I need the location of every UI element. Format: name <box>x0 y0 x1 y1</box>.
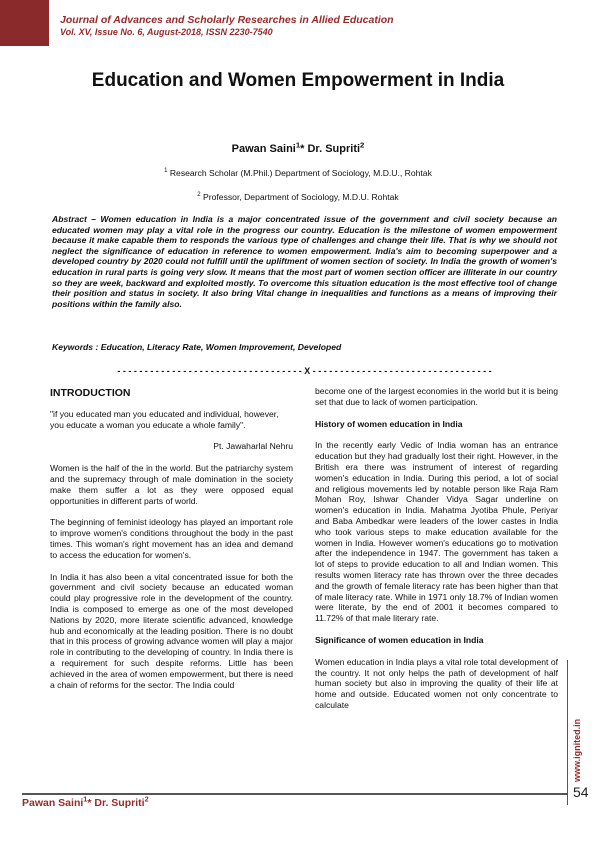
affiliation-2-sup: 2 <box>197 192 201 199</box>
footer-author-1-sup: 1 <box>83 794 88 804</box>
website-url[interactable]: www.ignited.in <box>572 718 582 782</box>
author-1-sup: 1 <box>295 140 301 150</box>
left-column <box>50 386 293 701</box>
significance-heading: Significance of women education in India <box>315 634 484 645</box>
author-1-name: Pawan Saini <box>231 143 296 155</box>
footer-author-line <box>22 794 149 809</box>
intro-paragraph-3: In India it has also been a vital concentrated issue for both the government and civil society because an educated woman could play progressive role in the development of the country. India is composed to emerge as one of the most developed Nations by 2020, more literate scientific advanced, knowledge hub and economically at the leading position. There is no doubt that in this process of growing advance women will play a major role in contributing to the developing of country. In India there is a requirement for such despite reforms. Little has been achieved in the area of women empowerment, but there is need a chain of reforms for the sector. The India could <box>50 571 293 690</box>
affiliation-1 <box>0 168 596 178</box>
significance-paragraph: Women education in India plays a vital role total development of the country. It not only helps the path of development of half human society but also in improving the quality of their life at home and outside. Educated women not only concentrate to calculate <box>315 656 558 710</box>
paper-title: Education and Women Empowerment in India <box>91 70 505 91</box>
affiliation-1-sup: 1 <box>164 168 168 175</box>
history-heading: History of women education in India <box>315 418 463 429</box>
intro-paragraph-1: Women is the half of the in the world. But the patriarchy system and the supremacy through of male domination in the society make them suffer a lot as they were opposed equal opportunities in different parts of world. <box>50 463 293 506</box>
history-paragraph: In the recently early Vedic of India woman has an entrance education but they had gradually lost their right. However, in the British era there was instrument of interest of regarding women's education in India. During this period, a lot of social and religious movements led by notable person like Raja Ram Mohan Roy, Ishwar Chander Vidya Sagar underline on women's education in India. Mahatma Jyotiba Phule, Periyar and Baba Ambedkar were leaders of the lower castes in India who took various steps to make education available for the women in India. However women's educations go to motivation after the independence in 1947. The government has taken a lot of steps to provide education to all and Indian women. This results women literacy rate has thrown over the three decades and the growth of female literacy rate has been higher than that of male literacy rate. While in 1971 only 18.7% of Indian women were literate, by the end of 2001 it becomes compared to 11.72% of that male literary rate. <box>315 440 558 624</box>
footer-author-1: Pawan Saini <box>22 797 84 809</box>
author-2-sup: 2 <box>360 140 365 150</box>
continuation-paragraph: become one of the largest economies in the world but it is being set that due to lack of women participation. <box>315 386 558 407</box>
quote-attribution: Pt. Jawaharlal Nehru <box>213 441 293 452</box>
nehru-quote: "if you educated man you educated and individual, however, you educate a woman you educate a whole family". <box>50 408 279 430</box>
footer-vertical-rule <box>567 660 568 805</box>
abstract: Abstract – Women education in India is a major concentrated issue of the government and civil society because an educated women may play a vital role in the progress our country. Education is the milestone of women empowerment because it make capable them to responds the various type of challenges and change their life. That is why we should not neglect the significance of education in reference to women empowerment. India's aim to becoming superpower and a developed country by 2020 could not fulfill until the upliftment of women section of society. In India the growth of women's education in rural parts is going very slow. It means that the most part of women section officer are illiterate in our country so they are week, backward and exploited mostly. To overcome this situation education is the most effective tool of change their position and status in society. It also bring Vital change in inequalities and functions as a means of improving their positions within the family also. <box>52 214 557 309</box>
keywords: Keywords : Education, Literacy Rate, Women Improvement, Developed <box>52 342 342 352</box>
footer-rule <box>22 793 567 795</box>
affiliation-1-text: Research Scholar (M.Phil.) Department of Sociology, M.D.U., Rohtak <box>167 168 432 178</box>
journal-issue-line: Vol. XV, Issue No. 6, August-2018, ISSN 2230-7540 <box>60 27 273 37</box>
affiliation-2-text: Professor, Department of Sociology, M.D.U. Rohtak <box>200 192 399 202</box>
journal-title: Journal of Advances and Scholarly Researches in Allied Education <box>60 14 394 26</box>
section-separator: - - - - - - - - - - - - - - - - - - - - - - - - - - - - - - - - - - X - - - - - - - - - - - - - - - - - - - - - - - - - - - - - - - - - <box>117 366 492 376</box>
right-column <box>315 386 558 722</box>
footer-author-2: * Dr. Supriti <box>87 797 145 809</box>
affiliation-2 <box>0 192 596 202</box>
intro-paragraph-2: The beginning of feminist ideology has played an important role to improve women's conditions throughout the body in the past times. This woman's right movement has an idea and demand to access the education for women's. <box>50 517 293 560</box>
footer-author-2-sup: 2 <box>144 794 149 804</box>
page-number: 54 <box>573 784 589 800</box>
journal-corner-block <box>0 0 49 46</box>
author-2-name: * Dr. Supriti <box>300 143 361 155</box>
author-line <box>0 140 596 155</box>
introduction-heading: INTRODUCTION <box>50 387 131 399</box>
